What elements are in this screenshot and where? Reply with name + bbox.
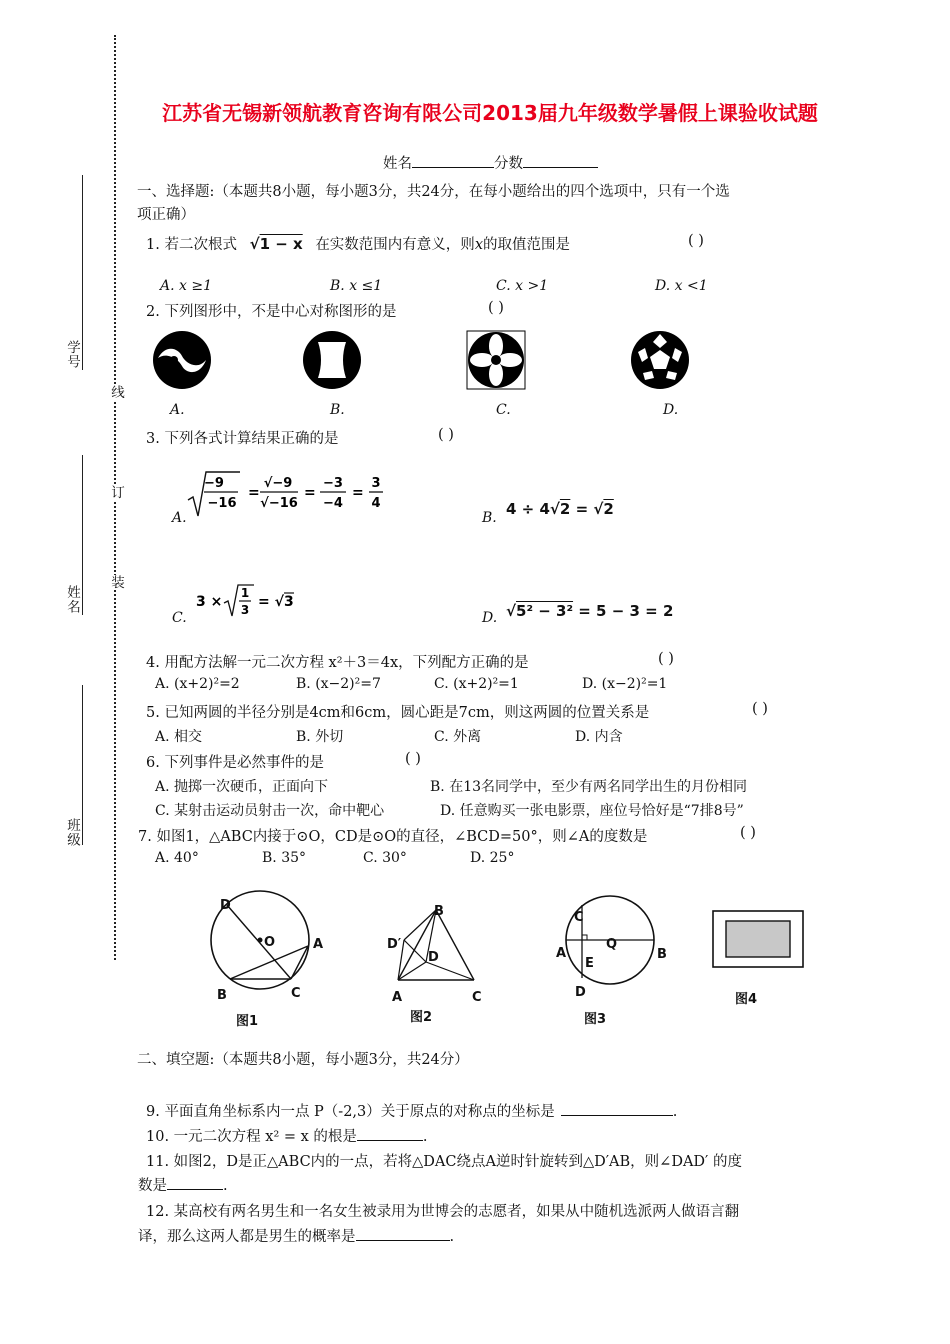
fig3-label-b: B	[657, 947, 667, 962]
margin-cut-line-label: 线	[108, 385, 124, 400]
q11-line1: 11. 如图2，D是正△ABC内的一点，若将△DAC绕点A逆时针旋转到△D′AB，则∠DAD′ 的度	[146, 1154, 742, 1170]
fig3-label-q: Q	[606, 937, 618, 952]
q2-paren: ( )	[488, 300, 504, 316]
q1-stem: 1. 若二次根式 √1 − x 在实数范围内有意义，则x的取值范围是	[146, 235, 570, 253]
q2-figure-c	[466, 330, 526, 390]
q2-figure-b	[302, 330, 362, 390]
svg-text:√−9: √−9	[263, 476, 293, 491]
svg-text:= √: = √	[258, 594, 284, 610]
name-score-line	[383, 152, 598, 173]
margin-name-line	[82, 455, 83, 615]
q6-stem: 6. 下列事件是必然事件的是	[146, 755, 324, 771]
q2-option-c: C.	[496, 402, 511, 418]
q3-option-a-label: A.	[172, 510, 187, 526]
q6-paren: ( )	[405, 751, 421, 767]
q4-option-d: D. (x−2)²=1	[582, 676, 668, 692]
q2-option-b: B.	[330, 402, 345, 418]
q3-option-b-label: B.	[482, 510, 497, 526]
q4-stem: 4. 用配方法解一元二次方程 x²＋3＝4x，下列配方正确的是	[146, 655, 529, 671]
fig3-label-c: C	[574, 910, 584, 925]
fig2-label-d: D	[428, 950, 439, 965]
q5-option-a: A. 相交	[155, 729, 203, 745]
fig3-label-e: E	[585, 956, 594, 971]
q3-option-d-expr: √5² − 3² = 5 − 3 = 2	[506, 602, 674, 620]
svg-text:1: 1	[240, 586, 250, 600]
q7-option-d: D. 25°	[470, 850, 515, 866]
figure-1-caption: 图1	[236, 1014, 259, 1029]
svg-text:3: 3	[284, 594, 294, 610]
q4-option-c: C. (x+2)²=1	[434, 676, 519, 692]
q1-radical: √1 − x	[249, 235, 303, 253]
svg-text:√−16: √−16	[260, 496, 298, 511]
q1-option-a: A. x ≥1	[160, 278, 212, 294]
fig2-label-dprime: D′	[387, 937, 402, 952]
svg-text:4: 4	[371, 496, 381, 511]
svg-text:=: =	[304, 485, 316, 501]
q2-figure-a	[152, 330, 212, 390]
q6-option-c: C. 某射击运动员射击一次，命中靶心	[155, 803, 385, 819]
figure-2-caption: 图2	[410, 1010, 433, 1025]
q4-option-a: A. (x+2)²=2	[155, 676, 240, 692]
q7-paren: ( )	[740, 825, 756, 841]
q3-option-c-label: C.	[172, 610, 187, 626]
q5-option-c: C. 外离	[434, 729, 482, 745]
q12-line1: 12. 某高校有两名男生和一名女生被录用为世博会的志愿者，如果从中随机选派两人做语言翻	[146, 1204, 740, 1220]
section1-heading: 一、选择题:（本题共8小题，每小题3分，共24分，在每小题给出的四个选项中，只有一个选	[137, 184, 730, 200]
name-label: 姓名	[383, 156, 412, 172]
q3-stem: 3. 下列各式计算结果正确的是	[146, 431, 339, 447]
fig1-label-d: D	[220, 898, 231, 913]
q4-option-b: B. (x−2)²=7	[296, 676, 381, 692]
q2-figure-d	[630, 330, 690, 390]
q1-paren: ( )	[688, 233, 704, 249]
margin-class-line	[82, 685, 83, 845]
svg-text:3 ×: 3 ×	[196, 594, 223, 610]
q7-option-a: A. 40°	[155, 850, 199, 866]
fig1-label-o: O	[264, 935, 276, 950]
fig3-label-a: A	[556, 946, 567, 961]
q3-option-c-expr	[194, 583, 304, 619]
svg-text:−3: −3	[323, 476, 343, 491]
q3-option-b-expr: 4 ÷ 4√2 = √2	[506, 500, 614, 518]
score-label: 分数	[494, 156, 523, 172]
fig1-label-b: B	[217, 988, 227, 1003]
q2-option-d: D.	[663, 402, 679, 418]
svg-text:−16: −16	[207, 496, 237, 511]
margin-student-id-line	[82, 175, 83, 370]
margin-class-label: 班级	[64, 818, 80, 847]
q2-option-a: A.	[170, 402, 185, 418]
margin-student-id-label: 学号	[64, 340, 80, 369]
q10-text: 10. 一元二次方程 x² = x 的根是 .	[146, 1129, 428, 1145]
q7-option-c: C. 30°	[363, 850, 407, 866]
q2-stem: 2. 下列图形中，不是中心对称图形的是	[146, 304, 397, 320]
q5-stem: 5. 已知两圆的半径分别是4cm和6cm，圆心距是7cm，则这两圆的位置关系是	[146, 705, 650, 721]
exam-title: 江苏省无锡新领航教育咨询有限公司2013届九年级数学暑假上课验收试题	[162, 101, 818, 125]
q3-paren: ( )	[438, 427, 454, 443]
svg-text:=: =	[248, 485, 260, 501]
margin-name-label: 姓名	[64, 585, 80, 614]
section1-heading-cont: 项正确）	[137, 207, 195, 223]
q5-option-b: B. 外切	[296, 729, 344, 745]
svg-text:=: =	[352, 485, 364, 501]
margin-staple-label-2: 装	[108, 575, 124, 590]
svg-text:3: 3	[240, 603, 250, 617]
section2-heading: 二、填空题:（本题共8小题，每小题3分，共24分）	[137, 1052, 469, 1068]
fig1-label-c: C	[291, 986, 301, 1001]
q11-line2: 数是 .	[138, 1178, 228, 1194]
figure-4-caption: 图4	[735, 992, 758, 1007]
figure-3-caption: 图3	[584, 1012, 607, 1027]
q5-option-d: D. 内含	[575, 729, 623, 745]
q1-option-c: C. x >1	[496, 278, 549, 294]
q12-line2: 译，那么这两人都是男生的概率是 .	[138, 1229, 455, 1245]
svg-text:3: 3	[371, 476, 381, 491]
q9-text: 9. 平面直角坐标系内一点 P（-2,3）关于原点的对称点的坐标是 .	[146, 1104, 678, 1120]
margin-staple-label-1: 订	[108, 485, 124, 500]
q4-paren: ( )	[658, 651, 674, 667]
fig2-label-b: B	[434, 904, 444, 919]
q1-option-b: B. x ≤1	[330, 278, 383, 294]
q6-option-b: B. 在13名同学中，至少有两名同学出生的月份相同	[430, 779, 748, 795]
q5-paren: ( )	[752, 701, 768, 717]
svg-text:−4: −4	[323, 496, 343, 511]
q6-option-a: A. 抛掷一次硬币，正面向下	[155, 779, 329, 795]
fig3-label-d: D	[575, 985, 586, 1000]
q6-option-d: D. 任意购买一张电影票，座位号恰好是“7排8号”	[440, 803, 744, 819]
q7-option-b: B. 35°	[262, 850, 307, 866]
fig2-label-c: C	[472, 990, 482, 1005]
q3-option-d-label: D.	[482, 610, 498, 626]
q1-option-d: D. x <1	[655, 278, 708, 294]
q7-stem: 7. 如图1，△ABC内接于⊙O，CD是⊙O的直径，∠BCD=50°，则∠A的度数是	[138, 829, 648, 845]
fig1-label-a: A	[313, 937, 324, 952]
figure-4-frame	[712, 910, 804, 968]
q3-option-a-expr	[186, 470, 406, 515]
fig2-label-a: A	[392, 990, 403, 1005]
svg-text:−9: −9	[204, 476, 224, 491]
